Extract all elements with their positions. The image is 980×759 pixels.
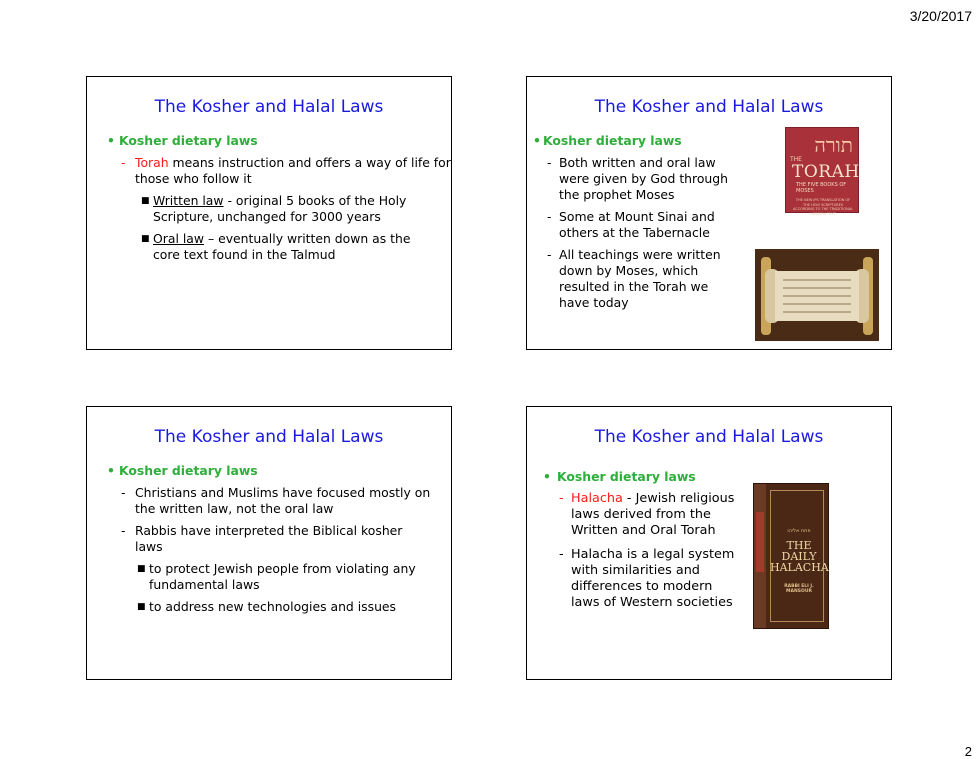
- list-subitem: [87, 231, 451, 263]
- list-item: [527, 547, 741, 611]
- list-item-text: All teachings were written down by Moses, which resulted in the Torah we have today: [559, 247, 721, 310]
- list-item: [87, 155, 451, 187]
- slide-title: The Kosher and Halal Laws: [154, 97, 384, 117]
- list-subitem: [87, 193, 451, 225]
- slide-1: [86, 76, 452, 350]
- list-item-text: Rabbis have interpreted the Biblical kosher laws: [135, 523, 403, 554]
- slide-body: [87, 463, 451, 621]
- dash-marker: -: [121, 485, 126, 500]
- slide-title: The Kosher and Halal Laws: [154, 427, 384, 447]
- dash-marker: -: [547, 209, 552, 224]
- slide-title: The Kosher and Halal Laws: [594, 97, 824, 117]
- book-hebrew-title: תורה: [814, 133, 853, 157]
- torah-scroll-image: [755, 249, 879, 341]
- list-item: [527, 247, 739, 311]
- book-title: TORAH: [792, 162, 860, 182]
- list-subitem: [87, 561, 451, 593]
- slide-3: [86, 406, 452, 680]
- book-title: THE DAILY HALACHA: [770, 539, 829, 574]
- halacha-term: Halacha: [571, 491, 623, 506]
- book-spine-label: [756, 512, 764, 572]
- written-law-definition: - original 5 books of the Holy Scripture, unchanged for 3000 years: [153, 193, 407, 224]
- torah-term: Torah: [135, 155, 169, 170]
- torah-definition: means instruction and offers a way of life for those who follow it: [135, 155, 451, 186]
- slide-title: The Kosher and Halal Laws: [594, 427, 824, 447]
- dash-marker: -: [559, 547, 564, 562]
- slide-body: [87, 133, 451, 269]
- bullet-heading: • Kosher dietary laws: [527, 133, 891, 149]
- dash-marker: -: [121, 155, 126, 170]
- oral-law-definition: – eventually written down as the core text found in the Talmud: [153, 231, 411, 262]
- bullet-heading: • Kosher dietary laws: [87, 463, 451, 479]
- square-bullet-icon: ■: [137, 602, 146, 612]
- slide-2: [526, 76, 892, 350]
- book-subtitle: THE FIVE BOOKS OF MOSES: [796, 182, 847, 194]
- bullet-heading: • Kosher dietary laws: [87, 133, 451, 149]
- slide-body: [527, 469, 891, 619]
- book-small-print: THE NEW JPS TRANSLATION OF THE HOLY SCRIPTURES ACCORDING TO THE TRADITIONAL HEBREW TEXT: [792, 198, 854, 216]
- scroll-text-line: [783, 311, 851, 313]
- scroll-text-line: [783, 303, 851, 305]
- torah-book-image: [785, 127, 860, 216]
- list-subitem-text: to protect Jewish people from violating any fundamental laws: [149, 561, 416, 592]
- written-law-term: Written law: [153, 193, 224, 208]
- list-item: [87, 485, 451, 517]
- daily-halacha-book-image: [753, 483, 829, 629]
- oral-law-term: Oral law: [153, 231, 204, 246]
- book-author: RABBI ELI J. MANSOUR: [784, 584, 814, 594]
- list-item: [527, 209, 739, 241]
- page-number: 2: [964, 744, 972, 759]
- dash-marker: -: [547, 247, 552, 262]
- list-item-text: Halacha is a legal system with similarities and differences to modern laws of Western societies: [571, 547, 735, 610]
- list-subitem-text: to address new technologies and issues: [149, 599, 397, 614]
- list-item-text: Some at Mount Sinai and others at the Tabernacle: [559, 209, 715, 240]
- bullet-heading: • Kosher dietary laws: [527, 469, 891, 485]
- list-item-text: Both written and oral law were given by God through the prophet Moses: [559, 155, 729, 202]
- square-bullet-icon: ■: [137, 564, 146, 574]
- dash-marker: -: [121, 523, 126, 538]
- list-item-text: Christians and Muslims have focused mostly on the written law, not the oral law: [135, 485, 431, 516]
- list-subitem: [87, 599, 451, 615]
- dash-marker: -: [547, 155, 552, 170]
- scroll-text-line: [783, 279, 851, 281]
- list-item: [527, 491, 741, 539]
- scroll-text-line: [783, 295, 851, 297]
- square-bullet-icon: ■: [141, 196, 150, 206]
- book-the: THE: [790, 156, 802, 163]
- slide-4: [526, 406, 892, 680]
- date-header: 3/20/2017: [909, 8, 972, 24]
- dash-marker: -: [559, 491, 564, 506]
- book-hebrew-top: פתח אליהו: [787, 528, 811, 534]
- square-bullet-icon: ■: [141, 234, 150, 244]
- list-item: [527, 155, 739, 203]
- scroll-text-line: [783, 287, 851, 289]
- halacha-definition: - Jewish religious laws derived from the Written and Oral Torah: [571, 491, 735, 538]
- list-item: [87, 523, 451, 555]
